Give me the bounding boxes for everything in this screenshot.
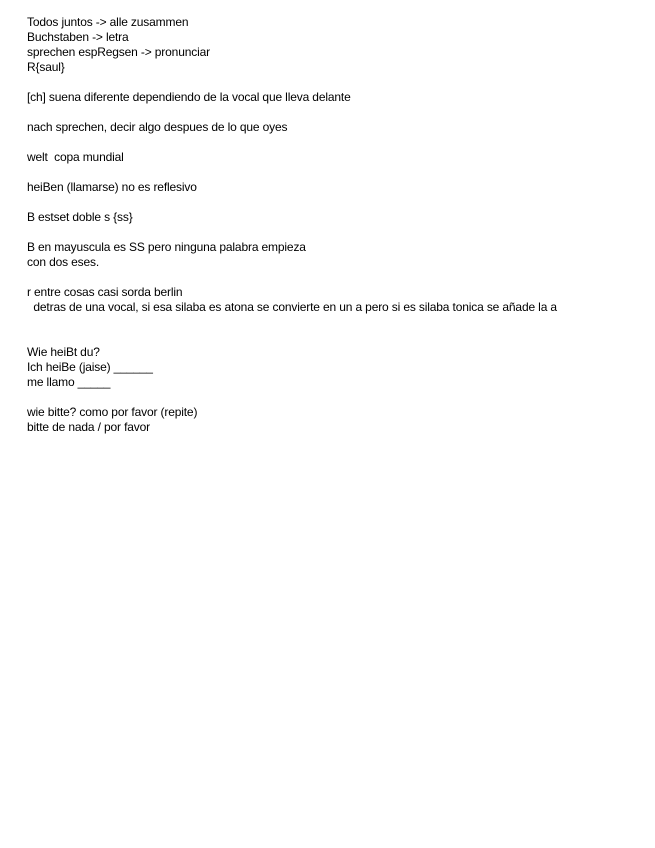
blank-line <box>27 270 637 285</box>
note-line: detras de una vocal, si esa silaba es atona se convierte en un a pero si es silaba tonica se añade la a <box>27 300 557 314</box>
note-line: Buchstaben -> letra <box>27 30 129 44</box>
note-line: B en mayuscula es SS pero ninguna palabra empieza <box>27 240 306 254</box>
note-line: B estset doble s {ss} <box>27 210 133 224</box>
blank-line <box>27 75 637 90</box>
note-line: Wie heiBt du? <box>27 345 100 359</box>
blank-line <box>27 165 637 180</box>
blank-line <box>27 390 637 405</box>
note-line: sprechen espRegsen -> pronunciar <box>27 45 210 59</box>
note-line: R{saul} <box>27 60 65 74</box>
blank-lines <box>27 315 637 345</box>
blank-line <box>27 225 637 240</box>
note-line: me llamo _____ <box>27 375 111 389</box>
note-line: welt copa mundial <box>27 150 124 164</box>
blank-line <box>27 105 637 120</box>
note-line: bitte de nada / por favor <box>27 420 151 434</box>
note-line: wie bitte? como por favor (repite) <box>27 405 198 419</box>
blank-line <box>27 195 637 210</box>
note-line: r entre cosas casi sorda berlin <box>27 285 183 299</box>
note-line: [ch] suena diferente dependiendo de la vocal que lleva delante <box>27 90 351 104</box>
blank-line <box>27 135 637 150</box>
notes-text-block <box>27 15 637 435</box>
note-line: heiBen (llamarse) no es reflesivo <box>27 180 197 194</box>
note-line: Todos juntos -> alle zusammen <box>27 15 189 29</box>
note-line: Ich heiBe (jaise) ______ <box>27 360 153 374</box>
note-line: con dos eses. <box>27 255 100 269</box>
note-line: nach sprechen, decir algo despues de lo que oyes <box>27 120 288 134</box>
